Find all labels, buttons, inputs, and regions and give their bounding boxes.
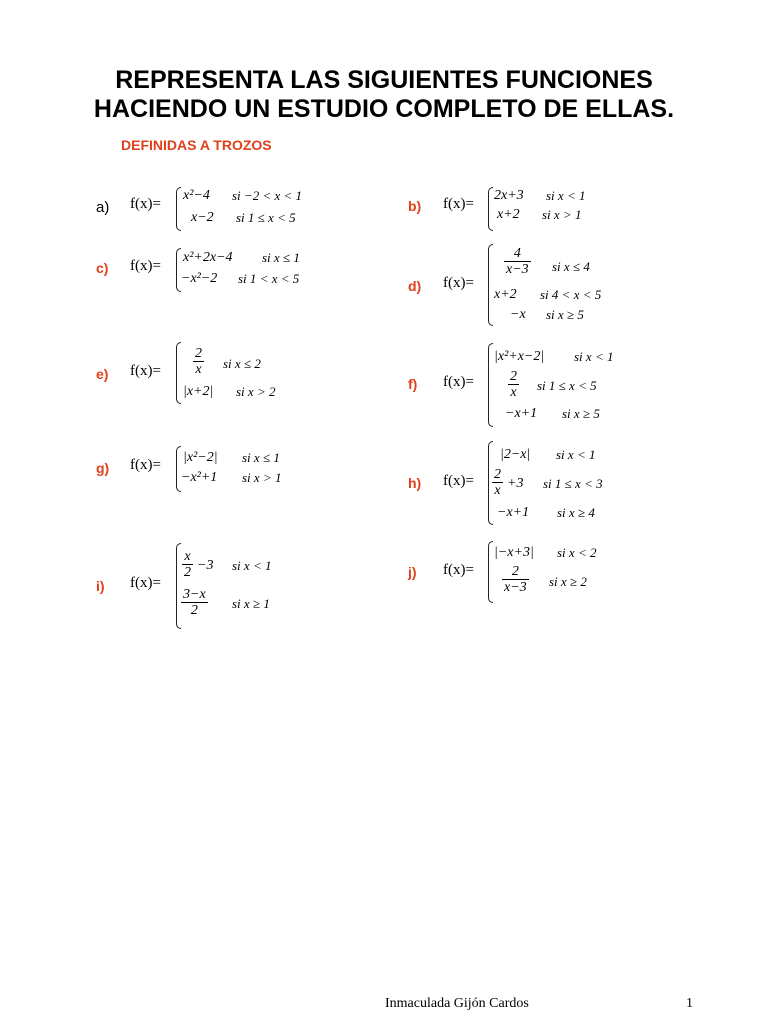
case-expression: 2x+3	[494, 188, 524, 203]
brace	[488, 343, 493, 427]
section-subtitle: DEFINIDAS A TROZOS	[121, 137, 272, 153]
case-condition: si x ≥ 5	[546, 307, 584, 322]
case-fraction	[508, 369, 519, 400]
case-expression: x+2	[497, 207, 520, 222]
exercise-label: g)	[96, 460, 110, 476]
case-condition: si x ≥ 1	[232, 596, 270, 611]
case-fraction	[504, 246, 531, 277]
case-expression: −x+1	[505, 406, 538, 421]
page-number: 1	[686, 996, 693, 1011]
brace	[176, 342, 181, 404]
function-name: f(x)=	[130, 196, 161, 212]
exercise-label: a)	[96, 199, 110, 216]
brace	[488, 541, 493, 603]
fraction-numerator: 3−x	[183, 587, 206, 602]
brace	[176, 187, 181, 231]
fraction-numerator: 2	[494, 467, 501, 482]
case-condition: si x ≤ 2	[223, 356, 261, 371]
case-expression: −x²+1	[181, 470, 218, 485]
fraction-denominator: 2	[190, 603, 198, 618]
case-term: −3	[197, 558, 214, 573]
fraction-numerator: x	[182, 549, 193, 565]
exercise-label: d)	[408, 278, 422, 294]
fraction-numerator: 4	[504, 246, 531, 262]
case-fraction	[193, 346, 204, 377]
case-condition: si x < 1	[232, 558, 272, 573]
function-name: f(x)=	[443, 374, 474, 390]
footer-author: Inmaculada Gijón Cardos	[385, 996, 529, 1011]
case-condition: si x ≥ 2	[549, 574, 587, 589]
case-condition: si x ≤ 1	[262, 250, 300, 265]
case-expression: x−2	[191, 210, 214, 225]
case-condition: si 1 ≤ x < 5	[236, 210, 296, 225]
case-expression: x²+2x−4	[183, 250, 233, 265]
case-expression: |−x+3|	[494, 545, 534, 560]
case-condition: si x < 1	[556, 447, 596, 462]
case-fraction	[502, 564, 529, 595]
case-condition: si x ≥ 5	[562, 406, 600, 421]
function-name: f(x)=	[130, 575, 161, 591]
case-condition: si x < 1	[574, 349, 614, 364]
exercise-label: b)	[408, 198, 422, 214]
brace	[488, 187, 493, 231]
fraction-denominator: x	[195, 362, 202, 377]
fraction-numerator: 2	[510, 369, 517, 384]
case-condition: si x ≥ 4	[557, 505, 595, 520]
fraction-denominator: x−3	[504, 580, 527, 595]
function-name: f(x)=	[443, 473, 474, 489]
case-condition: si x > 1	[242, 470, 282, 485]
fraction-denominator: x−3	[506, 262, 529, 277]
brace	[488, 244, 493, 326]
case-expression: −x²−2	[181, 271, 218, 286]
exercise-label: h)	[408, 475, 422, 491]
case-condition: si 1 ≤ x < 3	[543, 476, 603, 491]
case-condition: si x < 2	[557, 545, 597, 560]
case-condition: si 1 ≤ x < 5	[537, 378, 597, 393]
case-fraction	[182, 549, 193, 580]
title-line-2: HACIENDO UN ESTUDIO COMPLETO DE ELLAS.	[93, 95, 675, 123]
case-condition: si x > 2	[236, 384, 276, 399]
fraction-numerator: 2	[195, 346, 202, 361]
fraction-denominator: 2	[184, 565, 191, 580]
function-name: f(x)=	[130, 457, 161, 473]
case-condition: si x ≤ 4	[552, 259, 590, 274]
case-condition: si x < 1	[546, 188, 586, 203]
function-name: f(x)=	[443, 562, 474, 578]
case-condition: si x ≤ 1	[242, 450, 280, 465]
case-condition: si x > 1	[542, 207, 582, 222]
case-expression: |2−x|	[500, 447, 531, 462]
function-name: f(x)=	[443, 196, 474, 212]
case-expression: |x+2|	[183, 384, 214, 399]
page-title	[0, 66, 768, 124]
case-expression: x+2	[494, 287, 517, 302]
fraction-numerator: 2	[502, 564, 529, 580]
fraction-denominator: x	[494, 483, 501, 498]
case-expression: x²−4	[183, 188, 210, 203]
function-name: f(x)=	[443, 275, 474, 291]
exercise-label: c)	[96, 260, 109, 276]
title-line-1: REPRESENTA LAS SIGUIENTES FUNCIONES	[115, 66, 653, 94]
case-fraction	[181, 587, 208, 618]
exercise-label: e)	[96, 366, 109, 382]
case-expression: |x²−2|	[183, 450, 218, 465]
case-fraction	[492, 467, 503, 498]
case-expression: −x+1	[497, 505, 530, 520]
function-name: f(x)=	[130, 363, 161, 379]
case-condition: si −2 < x < 1	[232, 188, 303, 203]
exercise-label: i)	[96, 578, 105, 594]
fraction-denominator: x	[510, 385, 517, 400]
function-name: f(x)=	[130, 258, 161, 274]
case-condition: si 4 < x < 5	[540, 287, 602, 302]
exercise-label: j)	[408, 564, 417, 580]
exercise-label: f)	[408, 376, 418, 392]
case-expression: |x²+x−2|	[494, 349, 545, 364]
case-term: +3	[507, 476, 524, 491]
case-expression: −x	[510, 307, 526, 322]
case-condition: si 1 < x < 5	[238, 271, 300, 286]
